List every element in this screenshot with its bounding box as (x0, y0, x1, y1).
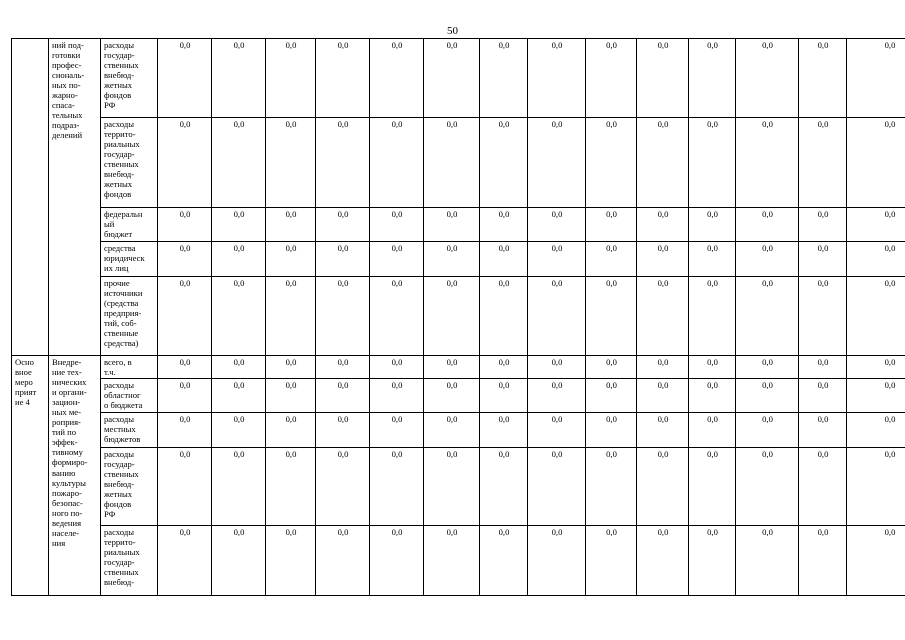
value-cell: 0,0 (158, 39, 212, 118)
value-cell: 0,0 (316, 39, 370, 118)
value-cell: 0,0 (480, 118, 528, 208)
value-cell: 0,0 (424, 379, 480, 413)
value-cell: 0,0 (799, 39, 847, 118)
funding-source-cell: расходы местных бюджетов (101, 413, 158, 448)
table-row (12, 448, 905, 526)
value-cell: 0,0 (424, 242, 480, 277)
value-cell: 0,0 (370, 526, 424, 596)
value-cell: 0,0 (586, 379, 637, 413)
value-cell: 0,0 (586, 526, 637, 596)
value-cell: 0,0 (158, 118, 212, 208)
value-cell: 0,0 (370, 356, 424, 379)
value-cell: 0,0 (212, 448, 266, 526)
value-cell: 0,0 (736, 448, 799, 526)
value-cell: 0,0 (736, 356, 799, 379)
value-cell: 0,0 (528, 118, 586, 208)
funding-source-cell: расходы террито- риальных государ- ственных внебюд- (101, 526, 158, 596)
value-cell: 0,0 (689, 413, 736, 448)
value-cell: 0,0 (799, 356, 847, 379)
value-cell: 0,0 (586, 448, 637, 526)
value-cell: 0,0 (689, 277, 736, 356)
value-cell: 0,0 (480, 526, 528, 596)
value-cell: 0,0 (637, 277, 689, 356)
table-row (12, 526, 905, 596)
value-cell: 0,0 (316, 413, 370, 448)
funding-source-cell: расходы террито- риальных государ- ственных внебюд- жетных фондов (101, 118, 158, 208)
value-cell: 0,0 (424, 526, 480, 596)
value-cell: 0,0 (424, 356, 480, 379)
value-cell: 0,0 (528, 448, 586, 526)
value-cell: 0,0 (424, 118, 480, 208)
value-cell: 0,0 (212, 39, 266, 118)
funding-source-cell: всего, в т.ч. (101, 356, 158, 379)
value-cell: 0,0 (316, 448, 370, 526)
value-cell: 0,0 (689, 526, 736, 596)
value-cell: 0,0 (847, 379, 905, 413)
value-cell: 0,0 (736, 118, 799, 208)
value-cell: 0,0 (370, 208, 424, 242)
value-cell: 0,0 (158, 413, 212, 448)
event-name-cell: Внедре- ние тех- нических и органи- зацион- ных ме- роприя- тий по эффек- тивному формиро- ванию культуры пожаро- безопас- ного по- ведения населе- ния (49, 356, 101, 596)
value-cell: 0,0 (370, 118, 424, 208)
funding-source-cell: федеральн ый бюджет (101, 208, 158, 242)
value-cell: 0,0 (736, 413, 799, 448)
funding-source-cell: расходы государ- ственных внебюд- жетных фондов РФ (101, 39, 158, 118)
event-number-cell (12, 39, 49, 356)
value-cell: 0,0 (637, 356, 689, 379)
value-cell: 0,0 (637, 448, 689, 526)
value-cell: 0,0 (370, 379, 424, 413)
value-cell: 0,0 (370, 242, 424, 277)
value-cell: 0,0 (316, 208, 370, 242)
value-cell: 0,0 (847, 448, 905, 526)
value-cell: 0,0 (480, 356, 528, 379)
value-cell: 0,0 (424, 413, 480, 448)
value-cell: 0,0 (480, 448, 528, 526)
value-cell: 0,0 (266, 356, 316, 379)
value-cell: 0,0 (586, 242, 637, 277)
value-cell: 0,0 (212, 242, 266, 277)
value-cell: 0,0 (799, 379, 847, 413)
value-cell: 0,0 (212, 356, 266, 379)
value-cell: 0,0 (637, 242, 689, 277)
value-cell: 0,0 (528, 379, 586, 413)
value-cell: 0,0 (480, 413, 528, 448)
value-cell: 0,0 (158, 208, 212, 242)
value-cell: 0,0 (424, 39, 480, 118)
value-cell: 0,0 (799, 277, 847, 356)
event-name-cell: ний под- готовки профес- сиональ- ных по- жарно- спаса- тельных подраз- делений (49, 39, 101, 356)
value-cell: 0,0 (799, 208, 847, 242)
value-cell: 0,0 (528, 356, 586, 379)
value-cell: 0,0 (266, 277, 316, 356)
value-cell: 0,0 (316, 118, 370, 208)
value-cell: 0,0 (736, 277, 799, 356)
funding-source-cell: расходы государ- ственных внебюд- жетных фондов РФ (101, 448, 158, 526)
value-cell: 0,0 (528, 242, 586, 277)
value-cell: 0,0 (212, 208, 266, 242)
table-row (12, 118, 905, 208)
value-cell: 0,0 (316, 526, 370, 596)
value-cell: 0,0 (637, 118, 689, 208)
table-row (12, 242, 905, 277)
funding-source-cell: расходы областног о бюджета (101, 379, 158, 413)
value-cell: 0,0 (528, 526, 586, 596)
event-number-cell: Осно вное меро прият ие 4 (12, 356, 49, 596)
value-cell: 0,0 (212, 277, 266, 356)
value-cell: 0,0 (266, 208, 316, 242)
budget-table (11, 38, 905, 596)
value-cell: 0,0 (266, 118, 316, 208)
value-cell: 0,0 (528, 413, 586, 448)
value-cell: 0,0 (689, 448, 736, 526)
value-cell: 0,0 (158, 526, 212, 596)
value-cell: 0,0 (158, 242, 212, 277)
value-cell: 0,0 (266, 413, 316, 448)
value-cell: 0,0 (480, 379, 528, 413)
value-cell: 0,0 (586, 356, 637, 379)
value-cell: 0,0 (528, 208, 586, 242)
value-cell: 0,0 (689, 356, 736, 379)
value-cell: 0,0 (847, 526, 905, 596)
value-cell: 0,0 (799, 118, 847, 208)
table-row (12, 356, 905, 379)
value-cell: 0,0 (158, 356, 212, 379)
value-cell: 0,0 (316, 242, 370, 277)
value-cell: 0,0 (586, 208, 637, 242)
table-row (12, 208, 905, 242)
value-cell: 0,0 (736, 526, 799, 596)
value-cell: 0,0 (586, 277, 637, 356)
value-cell: 0,0 (158, 448, 212, 526)
value-cell: 0,0 (637, 39, 689, 118)
page-number: 50 (447, 25, 458, 37)
value-cell: 0,0 (424, 448, 480, 526)
table-body (12, 39, 905, 596)
value-cell: 0,0 (736, 208, 799, 242)
value-cell: 0,0 (158, 379, 212, 413)
value-cell: 0,0 (637, 379, 689, 413)
value-cell: 0,0 (424, 277, 480, 356)
value-cell: 0,0 (847, 277, 905, 356)
value-cell: 0,0 (847, 356, 905, 379)
value-cell: 0,0 (480, 277, 528, 356)
value-cell: 0,0 (370, 39, 424, 118)
value-cell: 0,0 (689, 242, 736, 277)
value-cell: 0,0 (266, 448, 316, 526)
value-cell: 0,0 (689, 208, 736, 242)
value-cell: 0,0 (847, 39, 905, 118)
value-cell: 0,0 (689, 118, 736, 208)
value-cell: 0,0 (586, 39, 637, 118)
funding-source-cell: прочие источники (средства предприя- тий, соб- ственные средства) (101, 277, 158, 356)
value-cell: 0,0 (799, 526, 847, 596)
value-cell: 0,0 (370, 277, 424, 356)
value-cell: 0,0 (586, 413, 637, 448)
value-cell: 0,0 (480, 242, 528, 277)
value-cell: 0,0 (316, 277, 370, 356)
value-cell: 0,0 (637, 413, 689, 448)
value-cell: 0,0 (212, 526, 266, 596)
value-cell: 0,0 (212, 118, 266, 208)
value-cell: 0,0 (637, 208, 689, 242)
table-row (12, 277, 905, 356)
value-cell: 0,0 (799, 448, 847, 526)
value-cell: 0,0 (370, 413, 424, 448)
value-cell: 0,0 (689, 379, 736, 413)
value-cell: 0,0 (847, 242, 905, 277)
value-cell: 0,0 (424, 208, 480, 242)
value-cell: 0,0 (528, 39, 586, 118)
value-cell: 0,0 (847, 208, 905, 242)
value-cell: 0,0 (847, 413, 905, 448)
value-cell: 0,0 (158, 277, 212, 356)
value-cell: 0,0 (736, 379, 799, 413)
funding-source-cell: средства юридическ их лиц (101, 242, 158, 277)
value-cell: 0,0 (799, 413, 847, 448)
value-cell: 0,0 (212, 379, 266, 413)
value-cell: 0,0 (480, 39, 528, 118)
value-cell: 0,0 (637, 526, 689, 596)
value-cell: 0,0 (266, 379, 316, 413)
value-cell: 0,0 (847, 118, 905, 208)
value-cell: 0,0 (799, 242, 847, 277)
value-cell: 0,0 (370, 448, 424, 526)
table-row (12, 379, 905, 413)
value-cell: 0,0 (266, 242, 316, 277)
value-cell: 0,0 (266, 39, 316, 118)
value-cell: 0,0 (736, 39, 799, 118)
value-cell: 0,0 (480, 208, 528, 242)
value-cell: 0,0 (528, 277, 586, 356)
value-cell: 0,0 (212, 413, 266, 448)
value-cell: 0,0 (689, 39, 736, 118)
value-cell: 0,0 (736, 242, 799, 277)
table-row (12, 413, 905, 448)
value-cell: 0,0 (266, 526, 316, 596)
value-cell: 0,0 (586, 118, 637, 208)
value-cell: 0,0 (316, 379, 370, 413)
table-row (12, 39, 905, 118)
value-cell: 0,0 (316, 356, 370, 379)
